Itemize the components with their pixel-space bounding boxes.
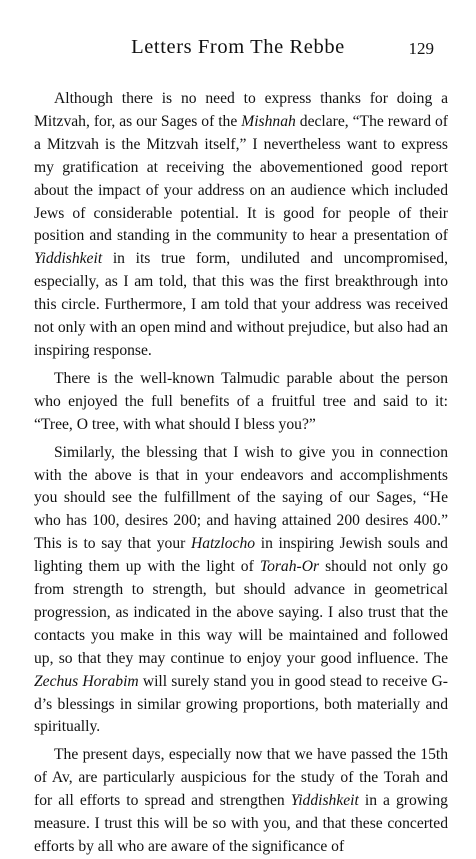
paragraph-3 — [34, 442, 448, 740]
page-header — [0, 36, 476, 66]
running-title: Letters From The Rebbe — [131, 36, 345, 58]
italic-term: Torah-Or — [259, 558, 320, 576]
italic-term: Yiddishkeit — [34, 250, 103, 268]
page-number: 129 — [408, 39, 434, 58]
text-run: The present days, especially now that we have passed the 15th of Av, are particularly auspicious for the study of the Torah and for all efforts to spread and strengthen — [34, 746, 448, 810]
text-run: in a growing measure. I trust this will be so with you, and that these concerted efforts by all who are aware of the significance of — [34, 792, 448, 855]
italic-term: Yiddishkeit — [290, 792, 359, 810]
text-run: Although there is no need to express thanks for doing a Mitzvah, for, as our Sages of the — [34, 90, 448, 130]
italic-term: Mishnah — [241, 112, 296, 130]
text-run: Similarly, the blessing that I wish to give you in connection with the above is that in your endeavors and accomplishments you should see the fulfillment of the saying of our Sages, “He who has 100, desires 200; and having attained 200 desires 400.” This is to say that your — [34, 443, 448, 553]
text-run: There is the well-known Talmudic parable about the person who enjoyed the full benefits of a fruitful tree and said to it: “Tree, O tree, with what should I bless you?” — [34, 369, 448, 433]
text-run: in its true form, undiluted and uncompromised, especially, as I am told, that this was the first breakthrough into this circle. Furthermore, I am told that your address was received not only with an open mind and without prejudice, but also had an inspiring response. — [34, 250, 448, 359]
text-run: should not only go from strength to strength, but should advance in geometrical progression, as indicated in the above saying. I also trust that the contacts you make in this way will be maintained and followed up, so that they may continue to enjoy your good influence. The — [34, 558, 448, 667]
text-run: in inspiring Jewish souls and lighting them up with the light of — [34, 535, 448, 576]
italic-term: Hatzlocho — [190, 535, 256, 553]
paragraph-2 — [34, 368, 448, 437]
letter-body — [34, 88, 448, 859]
paragraph-4 — [34, 744, 448, 859]
text-run: declare, “The reward of a Mitzvah is the Mitzvah itself,” I nevertheless want to express my gratification at receiving the abovementioned good report about the impact of your address on an audience which included Jews of considerable potential. It is good for people of their position and standing in the community to hear a presentation of — [34, 112, 448, 245]
italic-term: Zechus Horabim — [34, 672, 139, 690]
text-run: will surely stand you in good stead to receive G-d’s blessings in similar growing proportions, both materially and spiritually. — [34, 672, 449, 736]
paragraph-1 — [34, 88, 448, 363]
